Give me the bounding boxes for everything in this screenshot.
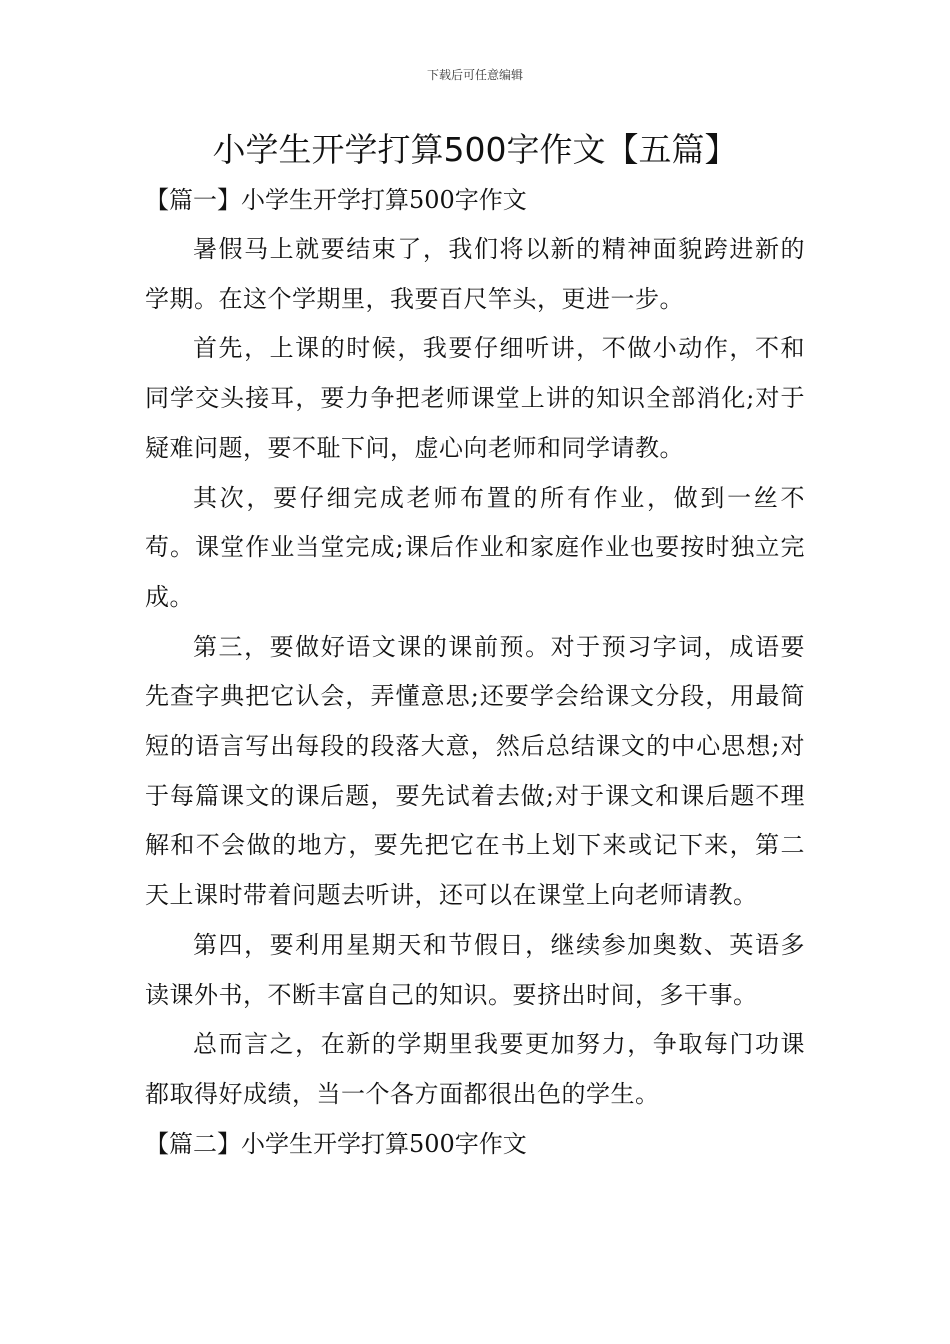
paragraph: 第三，要做好语文课的课前预。对于预习字词，成语要先查字典把它认会，弄懂意思;还要学会给课文分段，用最简短的语言写出每段的段落大意，然后总结课文的中心思想;对于每篇课文的课后题，要先试着去做;对于课文和课后题不理解和不会做的地方，要先把它在书上划下来或记下来，第二天上课时带着问题去听讲，还可以在课堂上向老师请教。 (145, 632, 805, 910)
document-body (145, 176, 805, 1169)
section-heading-1: 【篇一】小学生开学打算500字作文 (145, 186, 527, 214)
paragraph: 总而言之，在新的学期里我要更加努力，争取每门功课都取得好成绩，当一个各方面都很出色的学生。 (145, 1030, 805, 1108)
paragraph: 其次，要仔细完成老师布置的所有作业，做到一丝不苟。课堂作业当堂完成;课后作业和家庭作业也要按时独立完成。 (145, 483, 805, 611)
document-title: 小学生开学打算500字作文【五篇】 (212, 130, 738, 169)
paragraph: 暑假马上就要结束了，我们将以新的精神面貌跨进新的学期。在这个学期里，我要百尺竿头，更进一步。 (145, 235, 805, 313)
paragraph: 首先，上课的时候，我要仔细听讲，不做小动作，不和同学交头接耳，要力争把老师课堂上讲的知识全部消化;对于疑难问题，要不耻下问，虚心向老师和同学请教。 (145, 334, 805, 462)
paragraph: 第四，要利用星期天和节假日，继续参加奥数、英语多读课外书，不断丰富自己的知识。要挤出时间，多干事。 (145, 930, 805, 1009)
section-heading-2: 【篇二】小学生开学打算500字作文 (145, 1129, 527, 1158)
header-note: 下载后可任意编辑 (426, 68, 523, 82)
